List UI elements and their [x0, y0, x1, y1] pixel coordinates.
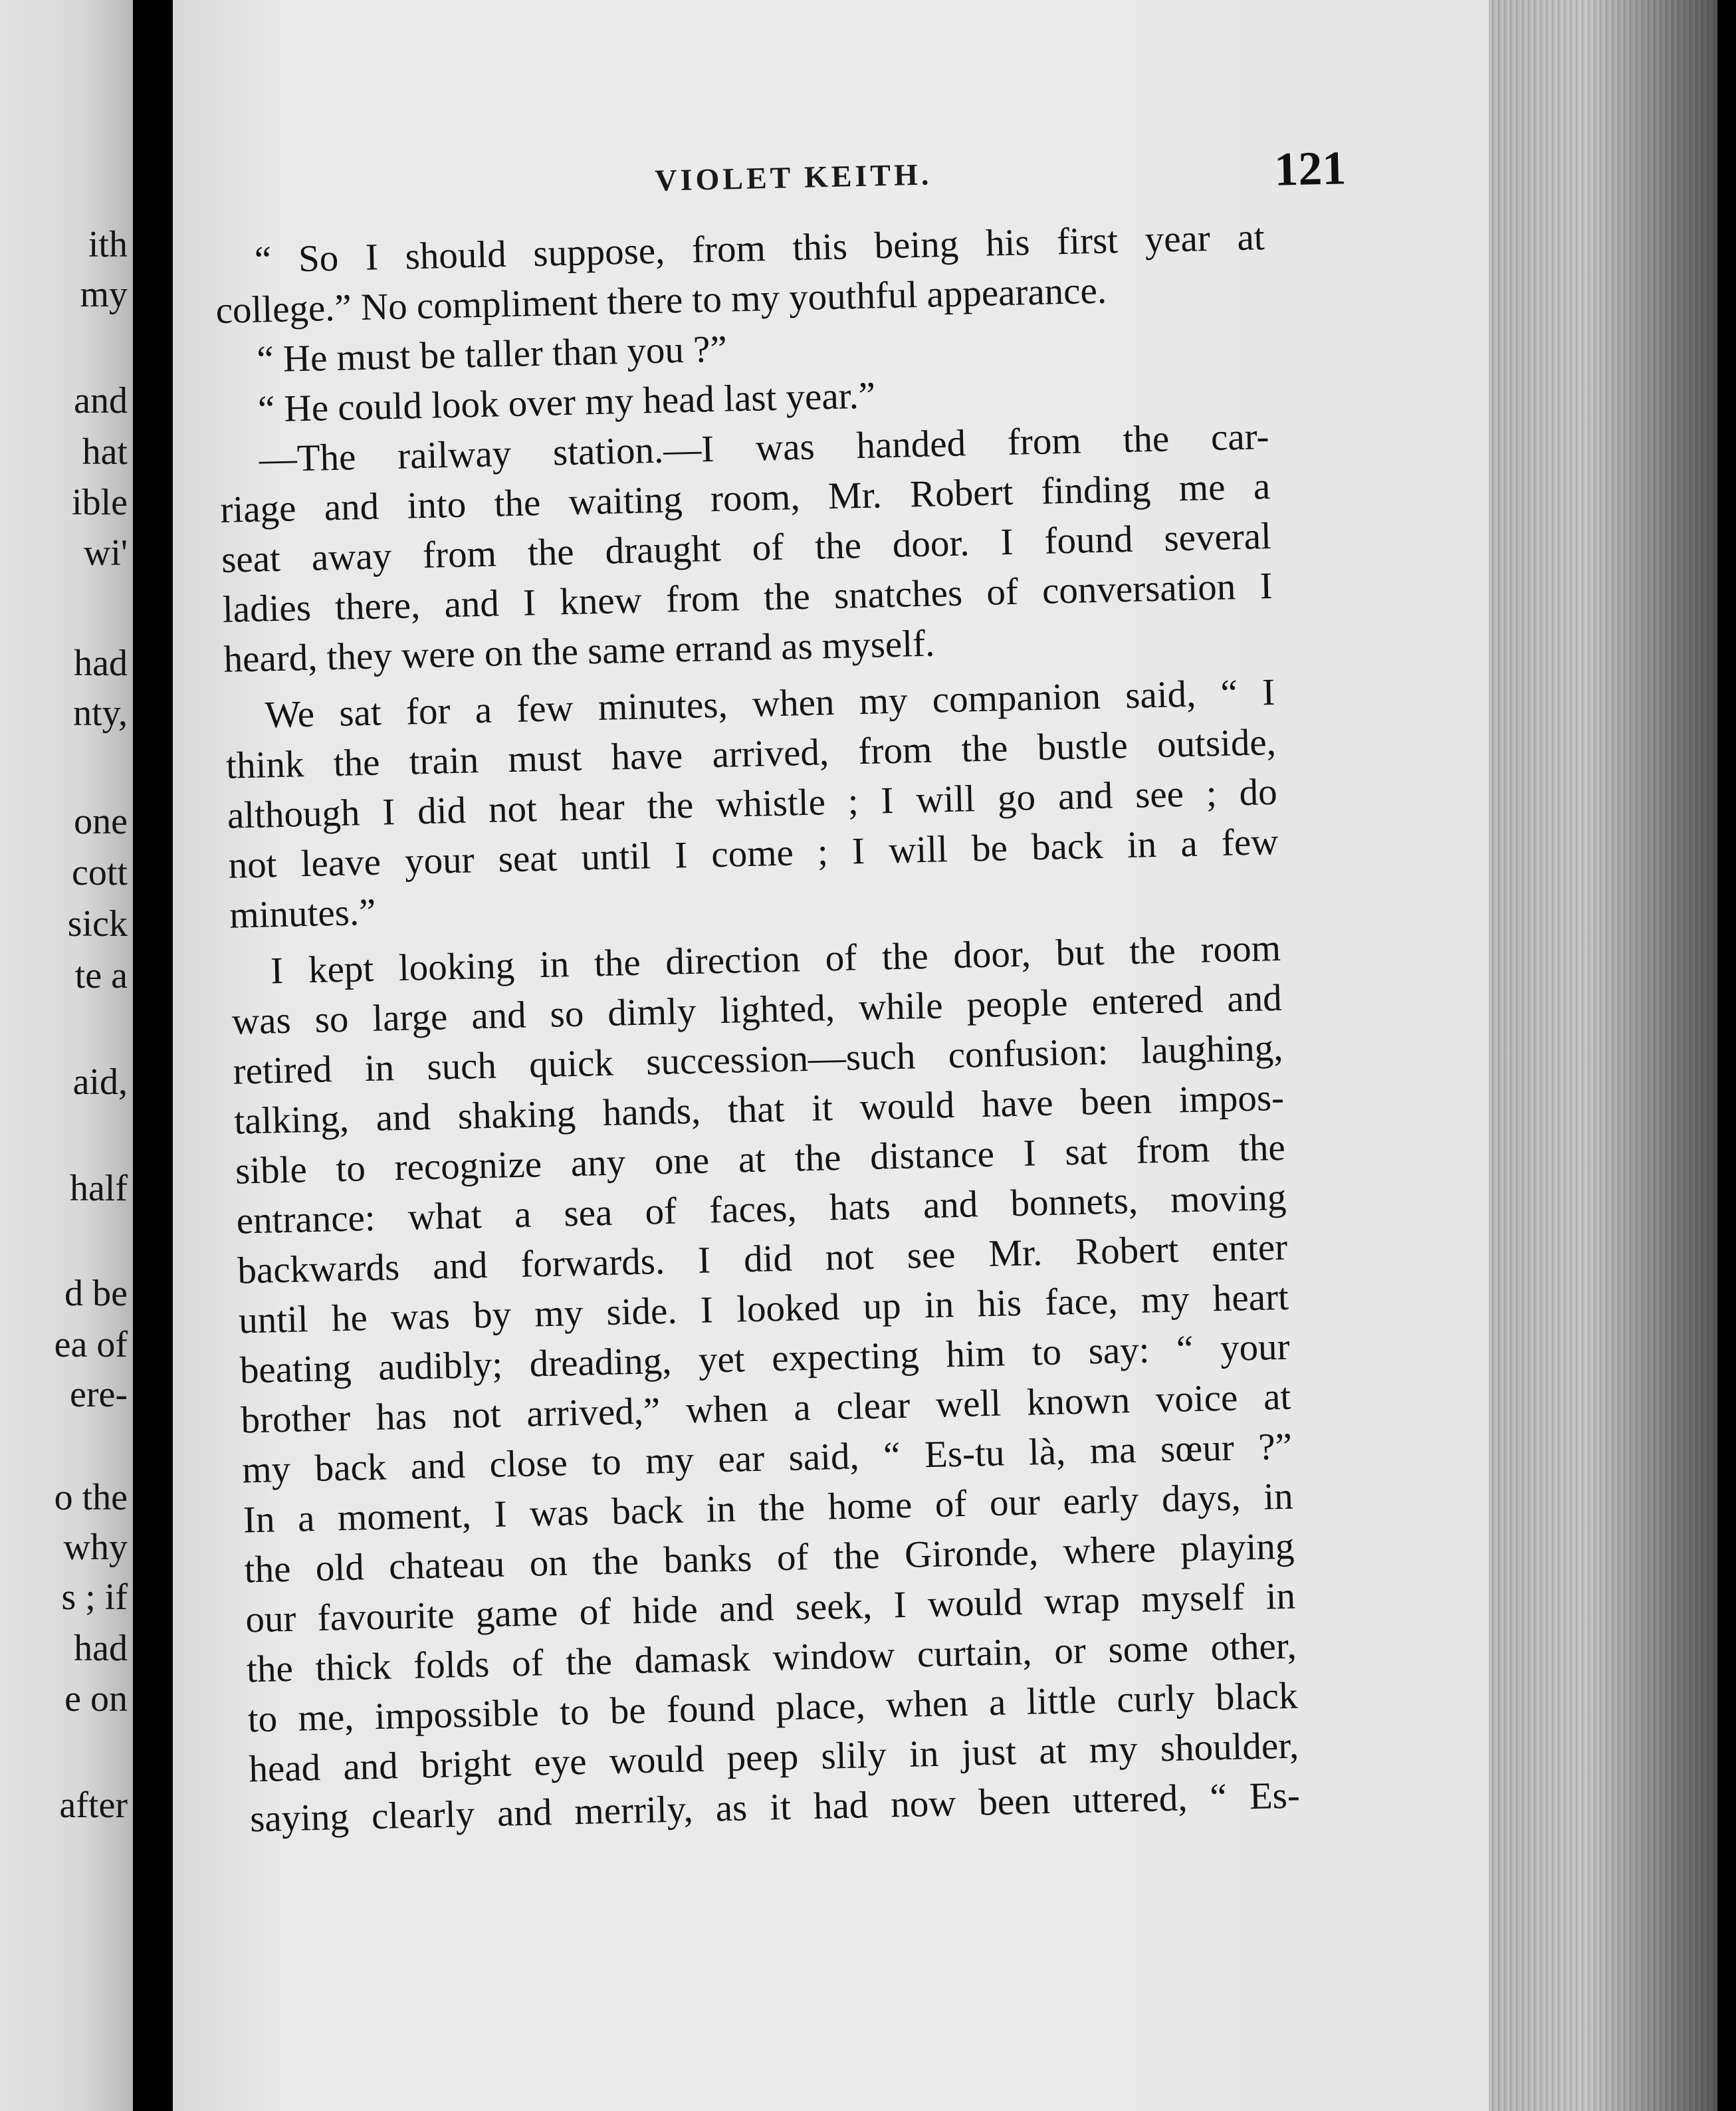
text-line: “ He must be taller than you ?”	[256, 328, 728, 381]
text-line: talking, and shaking hands, that it would have been impos-	[233, 1076, 1285, 1143]
text-line: was so large and so dimly lighted, while people entered and	[231, 976, 1283, 1043]
left-page-line: after	[59, 1785, 128, 1826]
text-line: head and bright eye would peep slily in just at my shoulder,	[248, 1724, 1299, 1791]
left-page-line: wi'	[83, 532, 128, 574]
edges-dark-strip	[1717, 0, 1736, 2111]
left-page-line: ith	[88, 224, 128, 265]
left-page-line: my	[80, 274, 128, 315]
text-line: seat away from the draught of the door. I found several	[221, 515, 1272, 581]
page-number: 121	[1273, 141, 1347, 196]
left-page-line: one	[74, 801, 128, 842]
text-line: In a moment, I was back in the home of our early days, in	[243, 1475, 1294, 1541]
left-page-line: s ; if	[61, 1577, 128, 1618]
left-page-line: sick	[67, 903, 128, 944]
text-line: I kept looking in the direction of the door, but the room	[270, 927, 1281, 992]
text-line: college.” No compliment there to my youthful appearance.	[215, 269, 1107, 332]
text-line: saying clearly and merrily, as it had now been uttered, “ Es-	[249, 1774, 1301, 1840]
text-line: although I did not hear the whistle ; I will go and see ; do	[227, 770, 1278, 837]
left-page-line: e on	[64, 1678, 128, 1720]
text-line: “ So I should suppose, from this being his first year at	[254, 216, 1265, 281]
left-page-line: ible	[72, 482, 128, 523]
left-page-line: ere-	[69, 1374, 128, 1415]
text-line: my back and close to my ear said, “ Es-tu là, ma sœur ?”	[241, 1425, 1293, 1492]
left-page-line: cott	[72, 852, 128, 893]
text-line: We sat for a few minutes, when my companion said, “ I	[264, 671, 1275, 736]
text-line: heard, they were on the same errand as myself.	[223, 622, 935, 681]
text-line: the old chateau on the banks of the Gironde, where playing	[243, 1525, 1295, 1591]
book-gutter	[133, 0, 173, 2111]
text-line: brother has not arrived,” when a clear well known voice at	[240, 1375, 1291, 1442]
text-line: until he was by my side. I looked up in his face, my heart	[238, 1276, 1289, 1342]
left-page-line: had	[74, 1628, 128, 1669]
text-line: our favourite game of hide and seek, I would wrap myself in	[245, 1575, 1296, 1641]
text-line: to me, impossible to be found place, when a little curly black	[247, 1674, 1299, 1741]
page-edges	[1489, 0, 1736, 2111]
text-line: sible to recognize any one at the distance I sat from the	[235, 1126, 1286, 1192]
text-line: “ He could look over my head last year.”	[257, 374, 876, 431]
text-line: think the train must have arrived, from the bustle outside,	[225, 721, 1277, 787]
text-block	[213, 141, 1347, 1840]
text-line: not leave your seat until I come ; I will be back in a few	[227, 820, 1279, 887]
text-line: ladies there, and I knew from the snatches of conversation I	[222, 564, 1273, 631]
text-line: the thick folds of the damask window curtain, or some other,	[246, 1624, 1297, 1691]
left-page-line: aid,	[72, 1061, 128, 1103]
left-page-line: hat	[82, 431, 128, 473]
adjacent-left-page	[0, 0, 133, 2111]
left-page-line: and	[74, 380, 128, 421]
text-line: riage and into the waiting room, Mr. Robert finding me a	[219, 465, 1271, 531]
left-page-line: nty,	[73, 693, 128, 734]
text-line: minutes.”	[229, 891, 377, 937]
running-head: VIOLET KEITH.	[654, 157, 932, 197]
left-page-line: te a	[74, 955, 128, 996]
left-page-line: ea of	[54, 1324, 128, 1365]
left-page-line: o the	[54, 1477, 128, 1518]
text-line: entrance: what a sea of faces, hats and bonnets, moving	[236, 1176, 1287, 1242]
left-page-line: half	[69, 1168, 128, 1209]
left-page-line: d be	[64, 1273, 128, 1314]
text-line: beating audibly; dreading, yet expecting him to say: “ your	[239, 1325, 1291, 1392]
left-page-line: why	[63, 1527, 128, 1568]
body-text	[214, 212, 1300, 1844]
text-line: retired in such quick succession—such confusion: laughing,	[232, 1026, 1283, 1093]
text-line: —The railway station.—I was handed from the car-	[259, 415, 1270, 481]
book-page	[173, 0, 1489, 2111]
edges-shadow	[1489, 0, 1736, 2111]
text-line: backwards and forwards. I did not see Mr. Robert enter	[237, 1226, 1288, 1292]
left-page-line: had	[74, 643, 128, 684]
